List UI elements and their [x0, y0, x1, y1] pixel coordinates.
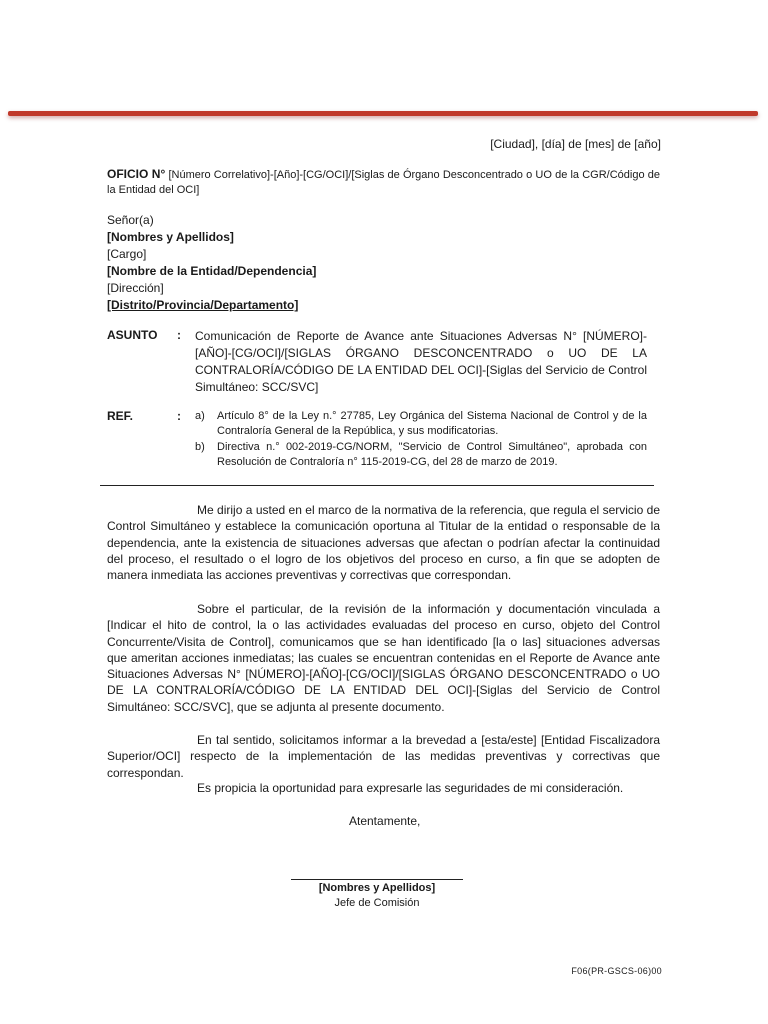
body-paragraph-3-text: En tal sentido, solicitamos informar a la brevedad a [esta/este] [Entidad Fiscalizadora Superior/OCI] respecto de la implementación de las medidas preventivas y correctivas que correspondan.	[107, 733, 660, 780]
ref-item-letter: a)	[195, 410, 205, 422]
ref-label: REF.	[107, 409, 134, 423]
addressee-block	[107, 212, 316, 314]
ref-item-letter: b)	[195, 441, 205, 453]
header-red-rule	[8, 111, 758, 116]
signatory-name: [Nombres y Apellidos]	[318, 882, 436, 894]
closing-salutation: Atentamente,	[349, 814, 421, 828]
body-paragraph-4: Es propicia la oportunidad para expresarle las seguridades de mi consideración.	[197, 781, 624, 795]
body-paragraph-2-text: Sobre el particular, de la revisión de la información y documentación vinculada a [Indicar el hito de control, la o las actividades evaluadas del proceso en curso, objeto del Control Concurrente/Visita de Control], comunicamos que se han identificado [la o las] situaciones adversas que ameritan acciones inmediatas; las cuales se encuentran contenidas en el Reporte de Avance ante Situaciones Adversas N° [NÚMERO]-[AÑO]-[CG/OCI]/[SIGLAS ÓRGANO DESCONCENTRADO o UO DE LA CONTRALORÍA/CÓDIGO DE LA ENTIDAD DEL OCI]-[Siglas del Servicio de Control Simultáneo: SCC/SVC], que se adjunta al presente documento.	[107, 602, 660, 714]
oficio-label: OFICIO N°	[107, 167, 166, 181]
body-paragraph-3	[107, 732, 660, 781]
addressee-address: [Dirección]	[107, 281, 164, 295]
section-divider	[100, 485, 654, 486]
asunto-colon: :	[177, 328, 181, 342]
ref-item-text: Directiva n.° 002-2019-CG/NORM, "Servicio de Control Simultáneo", aprobada con Resolución de Contraloría n° 115-2019-CG, del 28 de marzo de 2019.	[217, 441, 647, 468]
ref-item-text: Artículo 8° de la Ley n.° 27785, Ley Orgánica del Sistema Nacional de Control y de la Contraloría General de la República, y sus modificatorias.	[217, 410, 647, 437]
signatory-role: Jefe de Comisión	[334, 897, 420, 909]
date-line: [Ciudad], [día] de [mes] de [año]	[490, 137, 661, 151]
body-paragraph-2	[107, 601, 660, 715]
ref-item-a	[195, 409, 647, 439]
body-paragraph-1-text: Me dirijo a usted en el marco de la normativa de la referencia, que regula el servicio de Control Simultáneo y establece la comunicación oportuna al Titular de la entidad o responsable de la dependencia, ante la existencia de situaciones adversas que afectan o podrían afectar la continuidad del proceso, el resultado o el logro de los objetivos del proceso en curso, a fin que se adopten de manera inmediata las acciones preventivas y correctivas que correspondan.	[107, 503, 660, 583]
asunto-text: Comunicación de Reporte de Avance ante Situaciones Adversas N° [NÚMERO]-[AÑO]-[CG/OCI]/[SIGLAS ÓRGANO DESCONCENTRADO o UO DE LA CONTRALORÍA/CÓDIGO DE LA ENTIDAD DEL OCI]-[Siglas del Servicio de Control Simultáneo: SCC/SVC]	[195, 329, 647, 394]
salutation: Señor(a)	[107, 213, 154, 227]
ref-item-b	[195, 440, 647, 470]
addressee-position: [Cargo]	[107, 247, 147, 261]
asunto-label: ASUNTO	[107, 328, 158, 342]
addressee-location: [Distrito/Provincia/Departamento]	[107, 298, 299, 312]
oficio-number: [Número Correlativo]-[Año]-[CG/OCI]/[Siglas de Órgano Desconcentrado o UO de la CGR/Código de la Entidad del OCI]	[107, 169, 661, 196]
form-code: F06(PR-GSCS-06)00	[571, 966, 662, 976]
ref-colon: :	[177, 409, 181, 423]
addressee-entity: [Nombre de la Entidad/Dependencia]	[107, 264, 317, 278]
oficio-reference	[107, 167, 660, 198]
signature-line	[291, 879, 463, 880]
addressee-name: [Nombres y Apellidos]	[107, 230, 234, 244]
body-paragraph-1	[107, 502, 660, 583]
